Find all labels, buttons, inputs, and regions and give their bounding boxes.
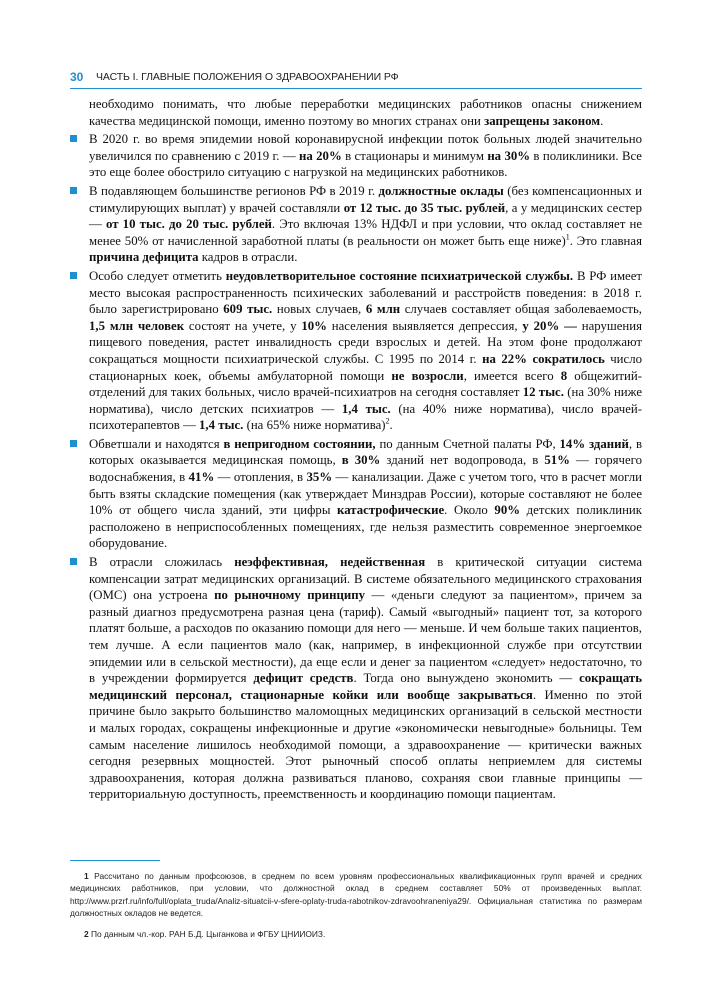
footnote-text: Рассчитано по данным профсоюзов, в среднем по всем уровням профессиональных квалификационных групп врачей и средних медицинских работников, при условии, что должностной оклад в среднем составляет 50% от произведенных выплат. http://www.przrf.ru/info/full/oplata_truda/Analiz-situatcii-v-sfere-oplaty-truda-rabotnikov-zdravoohraneniya29/. Официальная статистика по размерам должностных окладов не ведется. [70, 871, 642, 919]
text-run: необходимо понимать, что любые переработки медицинских работников опасны снижением качества медицинской помощи, именно поэтому во многих странах они [89, 97, 642, 128]
text-run: Особо следует отметить [89, 268, 226, 283]
header-title: ЧАСТЬ I. ГЛАВНЫЕ ПОЛОЖЕНИЯ О ЗДРАВООХРАНЕНИИ РФ [96, 71, 399, 83]
page-number: 30 [70, 70, 84, 84]
bullet-paragraph [70, 268, 642, 434]
main-text [70, 96, 642, 805]
bold-text: запрещены законом [484, 113, 601, 128]
bold-text: на 22% сократилось [482, 351, 605, 366]
text-run: зданий нет водопровода, в [380, 453, 545, 468]
text-run: В РФ имеет место высокая распространенность психических заболеваний и расстройств поведения: в 2018 г. было зарегистрировано [89, 268, 643, 317]
bold-text: 90% [494, 503, 521, 518]
text-run: Обветшали и находятся [89, 436, 224, 451]
footnote-1 [70, 870, 642, 920]
text-run: . [389, 418, 393, 433]
text-run: в поликлиники. Все это еще более обострило ситуацию с нагрузкой на медицинских работников. [89, 148, 642, 180]
text-run: в стационары и минимум [341, 148, 488, 163]
bold-text: 8 [560, 368, 568, 383]
bold-text: 41% [188, 470, 215, 485]
square-bullet-icon [70, 187, 77, 194]
text-run: по данным Счетной палаты РФ, [375, 436, 560, 451]
text-run: . Около [444, 503, 495, 518]
bold-text: 12 тыс. [522, 385, 564, 400]
bold-text: неэффективная, недейственная [234, 555, 426, 570]
footnote-2 [70, 928, 642, 940]
text-run: . Тогда оно вынуждено экономить — [353, 671, 580, 686]
text-run: . [600, 113, 604, 128]
bold-text: неудовлетворительное состояние психиатрической службы. [225, 268, 574, 283]
square-bullet-icon [70, 272, 77, 279]
bullet-paragraph [70, 436, 642, 552]
text-run: населения выявляется депрессия, [326, 318, 523, 333]
footnote-number: 2 [84, 929, 89, 939]
bold-text: от 12 тыс. до 35 тыс. рублей [343, 200, 506, 215]
bold-text: сокращать медицинский персонал, стационарные койки или вообще закрываться [89, 671, 642, 702]
text-run: новых случаев, [272, 302, 366, 317]
text-run: , в которых оказывается медицинская помощь, [89, 436, 642, 468]
bold-text: на 20% [299, 148, 342, 163]
bold-text: в непригодном состоянии, [223, 436, 376, 451]
bold-text: дефицит средств [253, 671, 354, 686]
bold-text: 1,4 тыс. [341, 401, 391, 416]
text-run: (на 65% ниже норматива) [243, 418, 386, 433]
text-run: . Именно по этой причине было закрыто большинство маломощных медицинских организаций в сельской местности и малых городах, сокращены инфекционные и другие «экономически невыгодные» больницы. Тем самым население лишилось необходимой помощи, а здравоохранение — критически важных сегодня резервных мощностей. Этот рыночный способ оплаты неприемлем для системы здравоохранения, которая должна развиваться планово, сохраняя свои главные принципы — территориальную доступность, преемственность и координацию помощи пациентам. [89, 687, 643, 802]
text-run: нарушения пищевого поведения, растет инвалидность среди взрослых и детей. На этом фоне продолжают сокращаться мощности психиатрической службы. С 1995 по 2014 г. [89, 318, 643, 366]
bold-text: 1,4 тыс. [199, 418, 244, 433]
footnote-ref: 2 [385, 417, 390, 427]
continued-paragraph [70, 96, 642, 129]
text-run: . Это включая 13% НДФЛ и при условии, что оклад составляет не менее 50% от начисленной заработной платы (в реальности он может быть еще ниже) [89, 217, 643, 248]
text-run: кадров в отрасли. [198, 250, 298, 265]
bold-text: причина дефицита [89, 250, 199, 265]
bold-text: у 20% — [522, 318, 577, 333]
footnote-number: 1 [84, 871, 89, 881]
bold-text: 6 млн [365, 302, 401, 317]
text-run: — горячего водоснабжения, в [89, 453, 642, 485]
text-run: (на 30% ниже норматива), число детских психиатров — [89, 385, 643, 416]
bold-text: 609 тыс. [223, 302, 273, 317]
text-run: , а у медицинских сестер — [89, 200, 642, 232]
square-bullet-icon [70, 440, 77, 447]
text-run: общежитий-отделений для таких больных, число врачей-психиатров на сегодня составляет [89, 368, 642, 400]
text-run: — «деньги следуют за пациентом», причем за разный диагноз предусмотрена разная цена (тариф). Самый «выгодный» пациент тот, за которого платят больше, а расходов по оказанию помощи для него — меньше. И чем больше таких пациентов, тем лучше. А если пациентов мало (как, например, в инфекционной службе при отсутствии эпидемии или в сельской местности), да еще если и денег за пациентом «следует» недостаточно, то в учреждении формируется [89, 588, 642, 686]
text-run: В отрасли сложилась [89, 555, 235, 570]
footnote-separator [70, 860, 160, 861]
bold-text: по рыночному принципу [214, 588, 366, 603]
text-run: состоят на учете, у [184, 318, 302, 333]
bold-text: 10% [301, 318, 327, 333]
bold-text: 14% зданий [559, 436, 629, 451]
footnote-text: По данным чл.-кор. РАН Б.Д. Цыганкова и ФГБУ ЦНИИОИЗ. [91, 929, 326, 939]
text-run: — отопления, в [214, 470, 307, 485]
text-run: , имеется всего [463, 368, 561, 383]
bold-text: катастрофические [337, 503, 445, 518]
text-run: В 2020 г. во время эпидемии новой коронавирусной инфекции поток больных людей значительно увеличился по сравнению с 2019 г. — [89, 132, 642, 163]
text-run: (на 40% ниже норматива), число врачей-психотерапевтов — [89, 401, 642, 433]
text-run: случаев составляет общая заболеваемость, [400, 302, 643, 317]
text-run: детских поликлиник расположено в неприспособленных помещениях, где нельзя разместить современное энергоемкое оборудование. [89, 503, 642, 551]
bold-text: не возросли [391, 368, 464, 383]
bullet-paragraph [70, 183, 642, 266]
bullet-paragraph [70, 131, 642, 181]
square-bullet-icon [70, 135, 77, 142]
square-bullet-icon [70, 558, 77, 565]
bold-text: 1,5 млн человек [89, 318, 185, 333]
running-header [70, 70, 642, 89]
bullet-paragraph [70, 554, 642, 803]
text-run: . Это главная [569, 233, 642, 248]
bold-text: должностные оклады [378, 183, 504, 198]
text-run: в критической ситуации система компенсации затрат медицинских организаций. В системе обязательного медицинского страхования (ОМС) она устроена [89, 555, 642, 603]
text-run: (без компенсационных и стимулирующих выплат) у врачей составляли [89, 183, 642, 215]
bold-text: 51% [544, 453, 570, 468]
bold-text: 35% [306, 470, 333, 485]
text-run: — канализации. Даже с учетом того, что в расчет могли быть взяты складские помещения (как утверждает Минздрав России), которые составляют не более 10% от общего числа зданий, эти цифры [89, 470, 642, 518]
text-run: число стационарных коек, объемы амбулаторной помощи [89, 351, 642, 383]
text-run: В подавляющем большинстве регионов РФ в 2019 г. [89, 183, 379, 198]
bold-text: в 30% [341, 453, 381, 468]
bold-text: от 10 тыс. до 20 тыс. рублей [105, 217, 272, 232]
footnote-ref: 1 [565, 232, 570, 242]
bold-text: на 30% [487, 148, 531, 163]
